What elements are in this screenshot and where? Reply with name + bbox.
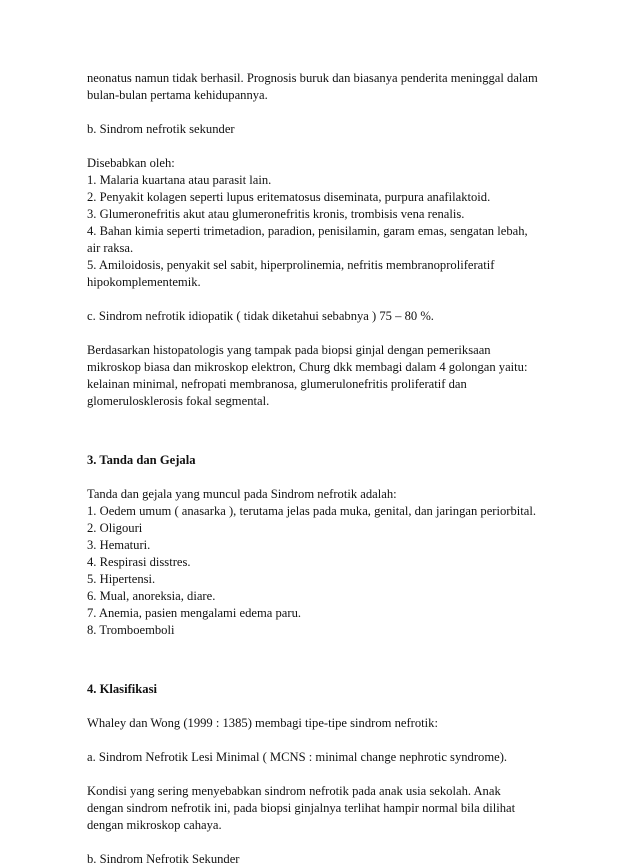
signs-intro: Tanda dan gejala yang muncul pada Sindrom nefrotik adalah: xyxy=(87,487,397,501)
text-line: mikroskop biasa dan mikroskop elektron, Churg dkk membagi dalam 4 golongan yaitu: xyxy=(87,360,528,374)
list-item: 5. Hipertensi. xyxy=(87,572,156,586)
section-heading: 4. Klasifikasi xyxy=(87,682,157,696)
intro-paragraph xyxy=(87,70,567,104)
text-line: Berdasarkan histopatologis yang tampak pada biopsi ginjal dengan pemeriksaan xyxy=(87,343,491,357)
subsection-title: b. Sindrom Nefrotik Sekunder xyxy=(87,852,240,866)
classification-intro: Whaley dan Wong (1999 : 1385) membagi tipe-tipe sindrom nefrotik: xyxy=(87,716,438,730)
list-item: 1. Malaria kuartana atau parasit lain. xyxy=(87,173,272,187)
list-item: air raksa. xyxy=(87,241,134,255)
list-item: 6. Mual, anoreksia, diare. xyxy=(87,589,216,603)
section-heading: 3. Tanda dan Gejala xyxy=(87,453,196,467)
list-item: 2. Penyakit kolagen seperti lupus eritematosus diseminata, purpura anafilaktoid. xyxy=(87,190,491,204)
causes-heading: Disebabkan oleh: xyxy=(87,156,175,170)
subsection-title: a. Sindrom Nefrotik Lesi Minimal ( MCNS : minimal change nephrotic syndrome). xyxy=(87,750,508,764)
list-item: 4. Bahan kimia seperti trimetadion, paradion, penisilamin, garam emas, sengatan lebah, xyxy=(87,224,528,238)
list-item: 2. Oligouri xyxy=(87,521,143,535)
list-item: 7. Anemia, pasien mengalami edema paru. xyxy=(87,606,302,620)
text-line: dengan mikroskop cahaya. xyxy=(87,818,222,832)
text-line: neonatus namun tidak berhasil. Prognosis buruk dan biasanya penderita meninggal dalam xyxy=(87,71,538,85)
list-item: 1. Oedem umum ( anasarka ), terutama jelas pada muka, genital, dan jaringan periorbital. xyxy=(87,504,537,518)
text-line: dengan sindrom nefrotik ini, pada biopsi ginjalnya terlihat hampir normal bila dilihat xyxy=(87,801,516,815)
list-item: 5. Amiloidosis, penyakit sel sabit, hiperprolinemia, nefritis membranoproliferatif xyxy=(87,258,495,272)
signs-list xyxy=(87,503,567,639)
subsection-title: b. Sindrom nefrotik sekunder xyxy=(87,122,235,136)
text-line: kelainan minimal, nefropati membranosa, glumerulonefritis proliferatif dan xyxy=(87,377,467,391)
causes-list xyxy=(87,172,567,291)
list-item: hipokomplementemik. xyxy=(87,275,201,289)
subsection-title: c. Sindrom nefrotik idiopatik ( tidak diketahui sebabnya ) 75 – 80 %. xyxy=(87,309,434,323)
document-page xyxy=(87,70,567,868)
list-item: 3. Hematuri. xyxy=(87,538,151,552)
text-line: bulan-bulan pertama kehidupannya. xyxy=(87,88,268,102)
classification-a-description xyxy=(87,783,567,834)
list-item: 3. Glumeronefritis akut atau glumeronefritis kronis, trombisis vena renalis. xyxy=(87,207,465,221)
histopathology-paragraph xyxy=(87,342,567,410)
text-line: glomerulosklerosis fokal segmental. xyxy=(87,394,270,408)
text-line: Kondisi yang sering menyebabkan sindrom nefrotik pada anak usia sekolah. Anak xyxy=(87,784,501,798)
list-item: 4. Respirasi disstres. xyxy=(87,555,191,569)
list-item: 8. Tromboemboli xyxy=(87,623,175,637)
